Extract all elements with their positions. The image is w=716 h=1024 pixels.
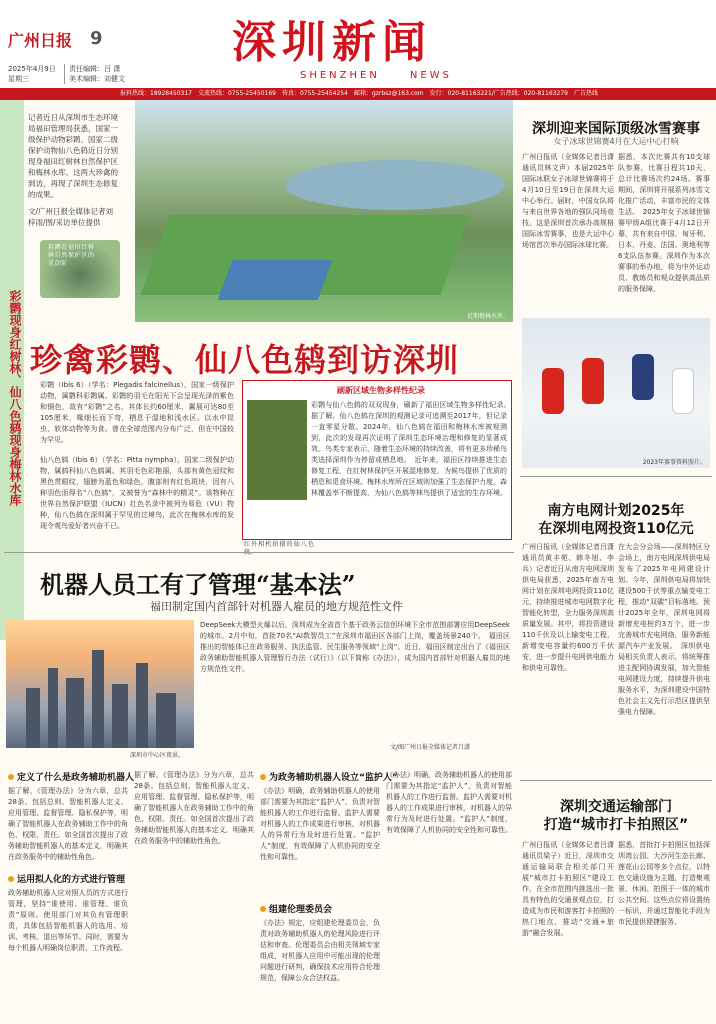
- section-dot-icon: [260, 774, 266, 780]
- tower: [48, 668, 58, 748]
- grid-headline-a: 南方电网计划2025年: [547, 503, 685, 519]
- transport-headline-a: 深圳交通运输部门: [560, 799, 672, 815]
- robot-section-1-text: 据了解，《管理办法》分为六章，总共28条。包括总则、智能机器人定义、应用管理、监督管理、隐私保护等，明确了智能机器人在政务辅助工作中的角色、权限、责任。如全国首次提出了政务辅助智能机器人的基本定义，明确其在政务服务中的辅助性角色。: [8, 787, 128, 861]
- robot-section-4-text: 《办法》规定，应组建伦理委员会，负责对政务辅助机器人的伦理风险进行评估和审查。伦理委员会由相关领域专家组成，对机器人应用中可能出现的伦理问题进行研判，确保技术应用符合伦理规范，保障公众合法权益。: [260, 919, 380, 982]
- section-2-title: 运用拟人化的方式进行管理: [17, 875, 126, 885]
- ice-hockey-para1: 广州日报讯（全媒体记者吕潇 通讯员林文声）本届2025年国际冰联女子冰球世锦赛将于4月10日至19日在深圳大运中心举行。届时，中国女队将与来自世界各地的强队同场竞技。这是深圳首次承办高规格国际冰雪赛事，也是大运中心场馆首次举办国际冰球比赛。: [522, 153, 614, 249]
- tower: [156, 693, 176, 748]
- hotline-bar: 报料热线：18928450317 交流热线：0755-25450169 传真：0755-25454254 邮箱：gzrbsz@163.com 发行：020-81163221/广告热线：020-81163279 广告热线: [0, 88, 716, 100]
- transport-headline-b: 打造“城市打卡拍照区”: [543, 817, 689, 833]
- editor-name: 责任编辑：吕 潇: [69, 65, 121, 73]
- grid-headline-b: 在深圳电网投资110亿元: [538, 521, 694, 537]
- reservoir-photo-caption: 近期梅林水库。: [466, 313, 509, 320]
- ice-hockey-photo-caption: 2023年赛事资料照片。: [642, 459, 706, 466]
- divider-3: [4, 552, 514, 553]
- pitta-photo: [247, 400, 307, 500]
- newspaper-logo: 广州日报: [8, 31, 73, 50]
- hockey-player-navy: [632, 354, 654, 400]
- robot-section-3-heading: [260, 770, 398, 783]
- ice-hockey-photo: [522, 318, 710, 468]
- masthead: [0, 0, 716, 90]
- ibis-photo-caption: 彩鹮在福田红树林自然保护区的觅食照: [48, 244, 94, 267]
- hockey-player-red: [542, 368, 564, 414]
- section-title-en: [300, 70, 452, 81]
- issue-date: 2025年4月9日: [8, 65, 56, 73]
- feature-vertical-title: 彩鹮现身红树林、仙八色鸫现身梅林水库: [8, 290, 22, 506]
- divider-2: [520, 780, 712, 781]
- art-editor-name: 美术编辑：刘健文: [69, 75, 125, 83]
- page-number: 9: [90, 28, 103, 49]
- ibis-paragraph: 彩鹮（Ibis 6）（学名：Plegadis falcinellus），国家一级保护动物，属鹮科彩鹮属。彩鹮的羽毛在阳光下会呈现光泽的紫色和铜色，故有“彩鹮”之名。其体长约60厘米，翼展可达80至105厘米，喙细长而下弯，栖息于湿地和浅水区。以水中昆虫、软体动物等为食。曾在全球范围内分布广泛，但在中国较为罕见。: [40, 381, 234, 444]
- section-dot-icon: [260, 906, 266, 912]
- tower: [26, 688, 40, 748]
- title-en-b: NEWS: [409, 70, 452, 81]
- transport-para2: 据悉，首批打卡拍照区包括深圳湾公园、大沙河生态长廊、莲花山公园等多个点位，以特色交通设施为主题，打造集观景、休闲、拍照于一体的城市公共空间。这些点位将设置统一标识，并通过智能化手段为市民提供便捷服务。: [618, 841, 710, 926]
- lake-shape: [285, 160, 505, 210]
- divider: [520, 476, 712, 477]
- robot-section-3-text: 《办法》明确，政务辅助机器人的使用部门需要为其指定“监护人”，负责对智能机器人的工作进行监督。监护人需要对机器人的工作成果进行审核，对机器人的异常行为及时进行处置。“监护人”制度，有效保障了人机协同的安全性和可靠性。: [260, 787, 380, 861]
- grid-para2: 在大会分会场——深圳特区分会场上，南方电网深圳供电局发布了2025年电网建设计划。今年，深圳供电局将加快建设500千伏等重点输变电工程，推动“双碳”目标落地。预计2025年全年，深圳电网将新增充电桩约3万个，进一步完善城市充电网络，服务新能源汽车产业发展。 深圳供电局相关负责人表示，将统筹推进主配网协调发展，加大智能电网建设力度，持续提升供电服务水平，为深圳建设中国特色社会主义先行示范区提供坚强电力保障。: [618, 543, 710, 716]
- city-night-photo: [6, 620, 194, 748]
- section-dot-icon: [8, 876, 14, 882]
- tower: [112, 684, 128, 748]
- robot-section-2-heading: [8, 872, 125, 885]
- feature-side-caption: [28, 112, 118, 228]
- section-1-title: 定义了什么是政务辅助机器人: [17, 773, 135, 783]
- city-photo-caption: 深圳市中心区夜景。: [130, 752, 185, 759]
- feature-headline: 珍禽彩鹮、仙八色鸫到访深圳: [30, 341, 460, 379]
- robot-headline: 机器人员工有了管理“基本法”: [40, 570, 356, 599]
- pitta-photo-caption: 红外相机拍摄的仙八色: [244, 541, 314, 548]
- date-block: [8, 64, 56, 84]
- grid-para1: 广州日报讯（全媒体记者吕潇 通讯员黄丰苑、韩冬旭、李兵）记者近日从南方电网深圳供电局获悉，2025年南方电网计划在深圳电网投资110亿元，持续推进城市电网数字化智能化转型，全力服务深圳高质量发展。其中，将投资建设110千伏及以上输变电工程，新增变电容量约600万千伏安，进一步提升电网供电能力和供电可靠性。: [522, 543, 614, 672]
- section-4-title: 组建伦理委员会: [269, 905, 333, 915]
- feature-intro: 记者近日从深圳市生态环境局福田管理局获悉，国家一级保护动物彩鹮、国家二级保护动物仙八色鸫近日分别现身福田红树林自然保护区和梅林水库。这两大珍禽的到访，再现了深圳生态修复的成果。: [28, 113, 118, 199]
- pitta-paragraph: 仙八色鸫（Ibis 6）（学名：Pitta nympha），国家二级保护动物，属鸫科仙八色鸫属。其羽毛色彩艳丽，头部有黄色冠纹和黑色贯眼纹，翅膀为蓝色和绿色，腹部则有红色斑块，因有八种羽色而得名“八色鸫”，又被誉为“森林中的精灵”。该物种在世界自然保护联盟（IUCN）红色名录中被列为易危（VU）物种，仙八色鸫在深圳属于罕见的过境鸟，此次在梅林水库的发现令观鸟爱好者兴奋不已。: [40, 456, 234, 530]
- tower: [136, 663, 148, 748]
- title-en-a: SHENZHEN: [300, 70, 380, 81]
- reservoir-photo: [135, 100, 513, 322]
- ice-hockey-para2: 据悉，本次比赛共有10支球队参赛，比赛日程共10天，总计比赛场次约24场。赛事期间，深圳将开展系列冰雪文化推广活动，丰富市民的文体生活。 2025年女子冰球世锦赛甲级A组比赛于4月12日开幕，共有来自中国、匈牙利、日本、丹麦、法国、奥地利等6支队伍参赛。深圳作为本次赛事的举办地，将为中外运动员、教练员和观众提供高品质的服务保障。: [618, 153, 710, 293]
- issue-weekday: 星期三: [8, 75, 29, 83]
- feature-credit: 文/广州日报全媒体记者刘梓雨/图/采访单位提供: [28, 207, 114, 227]
- robot-subtitle: 福田制定国内首部针对机器人雇员的地方规范性文件: [150, 600, 403, 613]
- ice-hockey-subtitle: 女子冰球世锦赛4月在大运中心打响: [553, 137, 679, 146]
- robot-intro: DeepSeek大模型火爆以后，深圳成为全省首个基于政务云信创环境下全市范围部署应用DeepSeek的城市。2月中旬，首批70名“AI数智员工”在深圳市福田区各部门上岗，覆盖场景240个。 福田区推出的智能体已在政务服务、执法监管、民生服务等领域“上岗”。近日，福田区制定出台了《福田区政务辅助智能机器人管理暂行办法（试行）》（以下简称《办法》），成为国内首部针对机器人雇员的地方规范性文件。: [200, 621, 510, 673]
- ice-hockey-headline: 深圳迎来国际顶级冰雪赛事: [532, 121, 700, 137]
- tower: [66, 678, 84, 748]
- tower: [92, 650, 104, 748]
- section-title: 深圳新闻: [232, 17, 432, 68]
- section-3-title: 为政务辅助机器人设立“监护人”: [269, 773, 398, 783]
- biodiversity-box-text: 彩鹮与仙八色鸫的双双现身，刷新了福田区域生物多样性纪录。 据了解，仙八色鸫在深圳的观测记录可追溯至2017年，但记录一直零星分散。2024年，仙八色鸫在福田和梅林水库被观测到，此次的发现再次证明了深圳生态环境治理和修复的显著成效。鸟类专家表示，随着生态环境的持续改善，将有更多珍稀鸟类选择深圳作为停留或栖息地。 近年来，福田区持续推进生态修复工程，在红树林保护区开展湿地修复，为候鸟提供了优质的栖息和觅食环境。梅林水库所在区域则加强了生态保护力度，森林覆盖率不断提高，为仙八色鸫等林鸟提供了适宜的生存环境。: [311, 401, 514, 497]
- transport-para1: 广州日报讯（全媒体记者吕潇 通讯员梁子）近日，深圳市交通运输局联合相关部门开展“城市打卡拍照区”建设工作，在全市范围内挑选出一批具有特色的交通景观点位，打造成为市民和游客打卡拍照的热门地点，推动“交通+旅游”融合发展。: [522, 841, 614, 937]
- robot-column-2: 据了解，《管理办法》分为六章，总共28条。包括总则、智能机器人定义、应用管理、监督管理、隐私保护等，明确了智能机器人在政务辅助工作中的角色、权限、责任。如全国首次提出了政务辅助智能机器人的基本定义，明确其在政务服务中的辅助性角色。: [134, 771, 254, 845]
- robot-section-1-heading: [8, 770, 134, 783]
- hockey-player-white: [672, 368, 694, 414]
- editor-block: [64, 64, 125, 84]
- biodiversity-box: [242, 380, 512, 540]
- biodiversity-box-title: 刷新区域生物多样性纪录: [337, 386, 425, 395]
- robot-byline: 文/图广州日报全媒体记者吕潇: [390, 744, 471, 751]
- robot-section-4-heading: [260, 902, 332, 915]
- hockey-player-red-2: [582, 358, 604, 404]
- court-shape: [218, 260, 333, 300]
- section-dot-icon: [8, 774, 14, 780]
- robot-section-2-text: 政务辅助机器人应对照人员的方式进行管理，坚持“谁使用、谁管理、谁负责”原则。使用部门对其负有管理职责，具体包括智能机器人的选用、培训、考核、退出等环节。同时，需要为每个机器人明确岗位职责、工作流程。: [8, 889, 128, 952]
- robot-column-4: 《办法》明确，政务辅助机器人的使用部门需要为其指定“监护人”，负责对智能机器人的工作进行监督。监护人需要对机器人的工作成果进行审核，对机器人的异常行为及时进行处置。“监护人”制度，有效保障了人机协同的安全性和可靠性。: [386, 771, 512, 834]
